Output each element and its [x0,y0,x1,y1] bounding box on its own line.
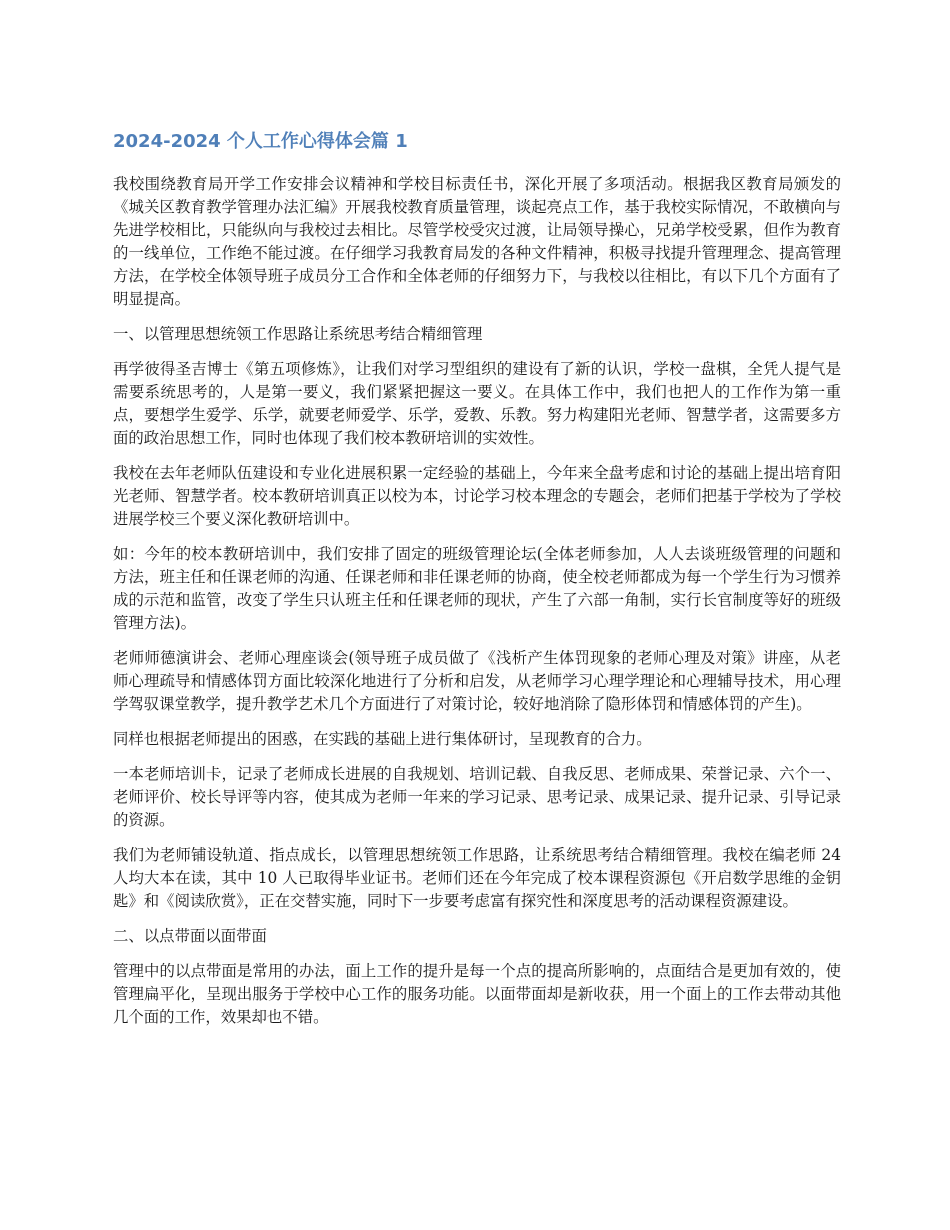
paragraph-training-card: 一本老师培训卡，记录了老师成长进展的自我规划、培训记载、自我反思、老师成果、荣誉记录、六个一、老师评价、校长导评等内容，使其成为老师一年来的学习记录、思考记录、成果记录、提升记录、引导记录的资源。 [113,765,841,829]
paragraph-class-management-forum: 如：今年的校本教研培训中，我们安排了固定的班级管理论坛(全体老师参加，人人去谈班级管理的问题和方法，班主任和任课老师的沟通、任课老师和非任课老师的协商，使全校老师都成为每一个学生行为习惯养成的示范和监管，改变了学生只认班主任和任课老师的现状，产生了六部一角制，实行长官制度等好的班级管理方法)。 [113,545,841,632]
section-heading-1: 一、以管理思想统领工作思路让系统思考结合精细管理 [113,325,483,343]
paragraph-collective-research: 同样也根据老师提出的困惑，在实践的基础上进行集体研讨，呈现教育的合力。 [113,730,652,748]
paragraph-intro: 我校围绕教育局开学工作安排会议精神和学校目标责任书，深化开展了多项活动。根据我区教育局颁发的《城关区教育教学管理办法汇编》开展我校教育质量管理，谈起亮点工作，基于我校实际情况，不敢横向与先进学校相比，只能纵向与我校过去相比。尽管学校受灾过渡，让局领导操心，兄弟学校受累，但作为教育的一线单位，工作绝不能过渡。在仔细学习我教育局发的各种文件精神，积极寻找提升管理理念、提高管理方法，在学校全体领导班子成员分工合作和全体老师的仔细努力下，与我校以往相比，有以下几个方面有了明显提高。 [113,175,841,308]
document-title: 2024-2024 个人工作心得体会篇 1 [113,131,408,152]
paragraph-teacher-growth: 我们为老师铺设轨道、指点成长，以管理思想统领工作思路，让系统思考结合精细管理。我校在编老师 24 人均大本在读，其中 10 人已取得毕业证书。老师们还在今年完成了校本课程资源包《开启数学思维的金钥匙》和《阅读欣赏》，正在交替实施，同时下一步要考虑富有探究性和深度思考的活动课程资源建设。 [113,846,841,910]
paragraph-point-to-area: 管理中的以点带面是常用的办法，面上工作的提升是每一个点的提高所影响的，点面结合是更加有效的，使管理扁平化，呈现出服务于学校中心工作的服务功能。以面带面却是新收获，用一个面上的工作去带动其他几个面的工作，效果却也不错。 [113,962,841,1026]
paragraph-ethics-speech: 老师师德演讲会、老师心理座谈会(领导班子成员做了《浅析产生体罚现象的老师心理及对策》讲座，从老师心理疏导和情感体罚方面比较深化地进行了分析和启发，从老师学习心理学理论和心理辅导技术，用心理学驾驭课堂教学，提升教学艺术几个方面进行了对策讨论，较好地消除了隐形体罚和情感体罚的产生)。 [113,649,841,713]
section-heading-2: 二、以点带面以面带面 [113,927,267,945]
paragraph-teacher-team: 我校在去年老师队伍建设和专业化进展积累一定经验的基础上，今年来全盘考虑和讨论的基础上提出培育阳光老师、智慧学者。校本教研培训真正以校为本，讨论学习校本理念的专题会，老师们把基于学校为了学校进展学校三个要义深化教研培训中。 [113,464,841,528]
document-page [113,128,841,1041]
paragraph-fifth-discipline: 再学彼得圣吉博士《第五项修炼》，让我们对学习型组织的建设有了新的认识，学校一盘棋，全凭人提气是需要系统思考的，人是第一要义，我们紧紧把握这一要义。在具体工作中，我们也把人的工作作为第一重点，要想学生爱学、乐学，就要老师爱学、乐学，爱教、乐教。努力构建阳光老师、智慧学者，这需要多方面的政治思想工作，同时也体现了我们校本教研培训的实效性。 [113,360,841,447]
